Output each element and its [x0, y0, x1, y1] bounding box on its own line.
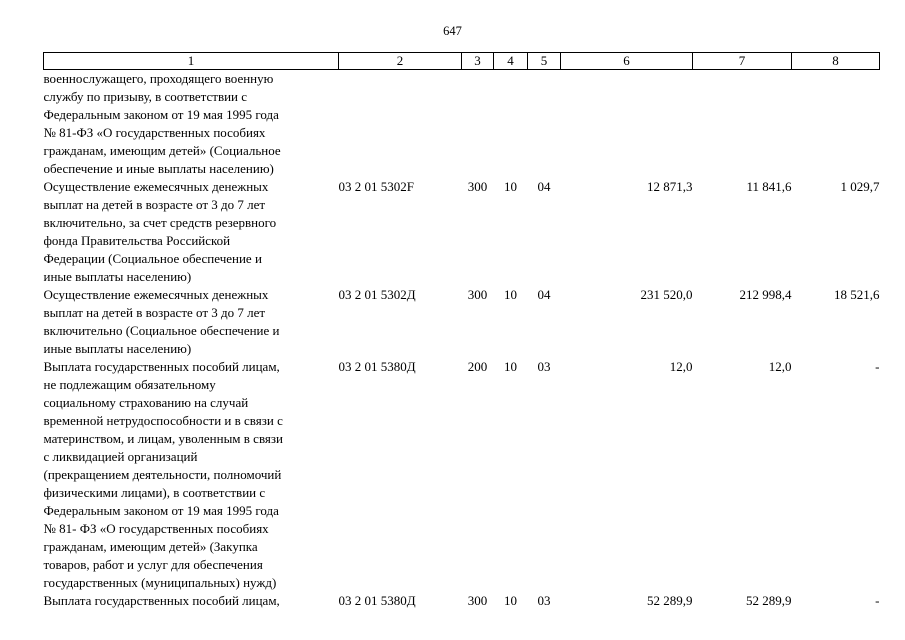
section-code: [494, 70, 528, 179]
column-header: 5: [528, 53, 561, 70]
amount-col8: 18 521,6: [834, 287, 880, 302]
expense-type-code: [462, 70, 494, 179]
section-code: 10: [504, 179, 517, 194]
budget-table: [43, 52, 880, 610]
column-header: 1: [44, 53, 339, 70]
description-line: Выплата государственных пособий лицам,: [43, 359, 280, 374]
description-line: социальному страхованию на случай: [43, 395, 249, 410]
section-code: 10: [504, 287, 517, 302]
row-description: [44, 592, 339, 610]
expense-type-code: 200: [467, 359, 488, 374]
subsection-code: 03: [537, 593, 551, 608]
description-line: Осуществление ежемесячных денежных: [43, 179, 269, 194]
description-line: включительно (Социальное обеспечение и: [43, 323, 280, 338]
subsection-code: 04: [537, 287, 551, 302]
description-line: временной нетрудоспособности и в связи с: [43, 413, 283, 428]
column-number-row: [44, 53, 880, 70]
expense-type-code: 300: [467, 179, 488, 194]
subsection-code: [528, 70, 561, 179]
amount-col6: 231 520,0: [640, 287, 693, 302]
row-description: [44, 358, 339, 592]
table-row: [44, 70, 880, 179]
amount-col8: 1 029,7: [840, 179, 880, 194]
description-line: с ликвидацией организаций: [43, 449, 198, 464]
description-line: выплат на детей в возрасте от 3 до 7 лет: [43, 197, 266, 212]
column-header: 8: [792, 53, 880, 70]
description-line: государственных (муниципальных) нужд): [43, 575, 277, 590]
target-article-code: 03 2 01 5380Д: [338, 593, 416, 608]
description-line: Осуществление ежемесячных денежных: [43, 287, 269, 302]
subsection-code: 04: [537, 179, 551, 194]
amount-col7: 11 841,6: [746, 179, 792, 194]
amount-col8: -: [875, 359, 880, 374]
column-header: 4: [494, 53, 528, 70]
target-article-code: 03 2 01 5380Д: [338, 359, 416, 374]
amount-col8: [792, 70, 880, 179]
target-article-code: 03 2 01 5302Д: [338, 287, 416, 302]
amount-col6: 12 871,3: [647, 179, 693, 194]
description-line: Федеральным законом от 19 мая 1995 года: [43, 503, 279, 518]
description-line: материнством, и лицам, уволенным в связи: [43, 431, 283, 446]
description-line: иные выплаты населению): [43, 341, 192, 356]
description-line: службу по призыву, в соответствии с: [43, 89, 248, 104]
column-header: 6: [561, 53, 693, 70]
section-code: 10: [504, 359, 517, 374]
description-line: не подлежащим обязательному: [43, 377, 216, 392]
description-line: военнослужащего, проходящего военную: [43, 71, 274, 86]
description-line: товаров, работ и услуг для обеспечения: [43, 557, 263, 572]
description-line: Выплата государственных пособий лицам,: [43, 593, 280, 608]
amount-col6: 12,0: [669, 359, 693, 374]
description-line: выплат на детей в возрасте от 3 до 7 лет: [43, 305, 266, 320]
description-line: включительно, за счет средств резервного: [43, 215, 277, 230]
row-description: [44, 70, 339, 179]
description-line: № 81- ФЗ «О государственных пособиях: [43, 521, 269, 536]
expense-type-code: 300: [467, 593, 488, 608]
description-line: Федерации (Социальное обеспечение и: [43, 251, 262, 266]
description-line: (прекращением деятельности, полномочий: [43, 467, 282, 482]
amount-col7: 52 289,9: [746, 593, 792, 608]
table-row: [44, 286, 880, 358]
amount-col8: -: [875, 593, 880, 608]
table-row: [44, 592, 880, 610]
target-article-code: 03 2 01 5302F: [338, 179, 414, 194]
row-description: [44, 286, 339, 358]
amount-col7: [693, 70, 792, 179]
amount-col6: [561, 70, 693, 179]
table-body: [44, 70, 880, 611]
expense-type-code: 300: [467, 287, 488, 302]
amount-col7: 12,0: [768, 359, 792, 374]
row-description: [44, 178, 339, 286]
description-line: № 81-ФЗ «О государственных пособиях: [43, 125, 266, 140]
description-line: физическими лицами), в соответствии с: [43, 485, 266, 500]
description-line: иные выплаты населению): [43, 269, 192, 284]
column-header: 2: [339, 53, 462, 70]
description-line: обеспечение и иные выплаты населению): [43, 161, 274, 176]
table-row: [44, 178, 880, 286]
description-line: гражданам, имеющим детей» (Социальное: [43, 143, 281, 158]
subsection-code: 03: [537, 359, 551, 374]
page-number: 647: [443, 24, 462, 38]
description-line: фонда Правительства Российской: [43, 233, 231, 248]
column-header: 3: [462, 53, 494, 70]
table-row: [44, 358, 880, 592]
amount-col7: 212 998,4: [739, 287, 792, 302]
target-article-code: [339, 70, 462, 179]
description-line: гражданам, имеющим детей» (Закупка: [43, 539, 258, 554]
section-code: 10: [504, 593, 517, 608]
column-header: 7: [693, 53, 792, 70]
description-line: Федеральным законом от 19 мая 1995 года: [43, 107, 279, 122]
amount-col6: 52 289,9: [647, 593, 693, 608]
